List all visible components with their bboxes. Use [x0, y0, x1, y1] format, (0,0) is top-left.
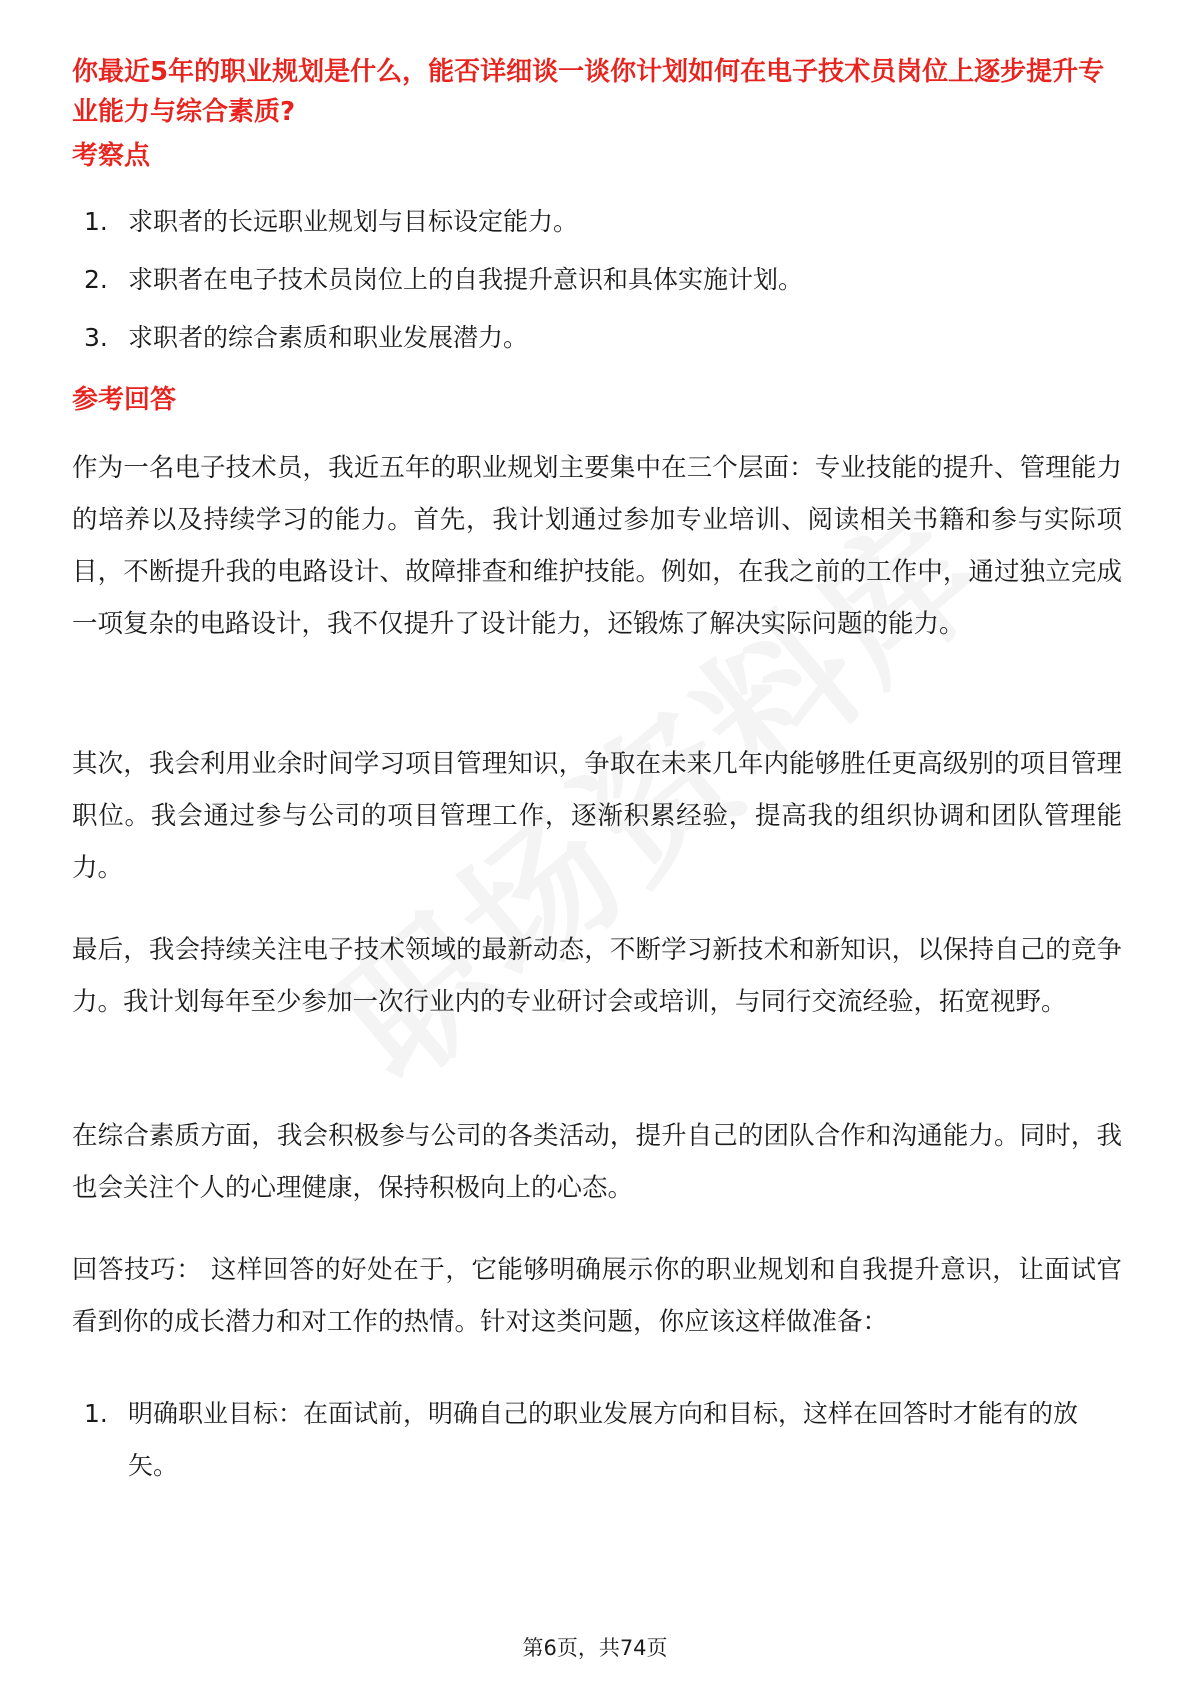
- list-item: [72, 320, 1122, 356]
- answer-paragraph: 作为一名电子技术员，我近五年的职业规划主要集中在三个层面：专业技能的提升、管理能力的培养以及持续学习的能力。首先，我计划通过参加专业培训、阅读相关书籍和参与实际项目，不断提升我的电路设计、故障排查和维护技能。例如，在我之前的工作中，通过独立完成一项复杂的电路设计，我不仅提升了设计能力，还锻炼了解决实际问题的能力。: [72, 453, 1122, 639]
- list-item-number: 1.: [84, 1399, 108, 1428]
- page-footer: 第6页，共74页: [522, 1636, 668, 1660]
- list-item-number: 2.: [84, 265, 108, 294]
- list-item-number: 3.: [84, 323, 108, 352]
- exam-points-list: [72, 204, 1122, 356]
- answer-paragraph: 在综合素质方面，我会积极参与公司的各类活动，提升自己的团队合作和沟通能力。同时，我也会关注个人的心理健康，保持积极向上的心态。: [72, 1121, 1122, 1203]
- answer-paragraph: 最后，我会持续关注电子技术领域的最新动态，不断学习新技术和新知识，以保持自己的竞争力。我计划每年至少参加一次行业内的专业研讨会或培训，与同行交流经验，拓宽视野。: [72, 935, 1122, 1017]
- list-item-text: 求职者的综合素质和职业发展潜力。: [128, 323, 529, 352]
- list-item-text: 求职者在电子技术员岗位上的自我提升意识和具体实施计划。: [128, 265, 804, 294]
- answer-tips-paragraph: 回答技巧： 这样回答的好处在于，它能够明确展示你的职业规划和自我提升意识，让面试官看到你的成长潜力和对工作的热情。针对这类问题，你应该这样做准备：: [72, 1255, 1122, 1337]
- list-item-text: 求职者的长远职业规划与目标设定能力。: [128, 207, 579, 236]
- answer-paragraph: 其次，我会利用业余时间学习项目管理知识，争取在未来几年内能够胜任更高级别的项目管理职位。我会通过参与公司的项目管理工作，逐渐积累经验，提高我的组织协调和团队管理能力。: [72, 749, 1122, 883]
- list-item: [72, 262, 1122, 298]
- list-item-text: 明确职业目标：在面试前，明确自己的职业发展方向和目标，这样在回答时才能有的放矢。: [128, 1399, 1079, 1480]
- question-title: 你最近5年的职业规划是什么，能否详细谈一谈你计划如何在电子技术员岗位上逐步提升专业能力与综合素质?: [72, 57, 1105, 127]
- list-item: [72, 1388, 1122, 1492]
- list-item-number: 1.: [84, 207, 108, 236]
- list-item: [72, 204, 1122, 240]
- answer-heading: 参考回答: [72, 385, 177, 415]
- tips-list: [72, 1388, 1122, 1492]
- exam-points-heading: 考察点: [72, 141, 151, 171]
